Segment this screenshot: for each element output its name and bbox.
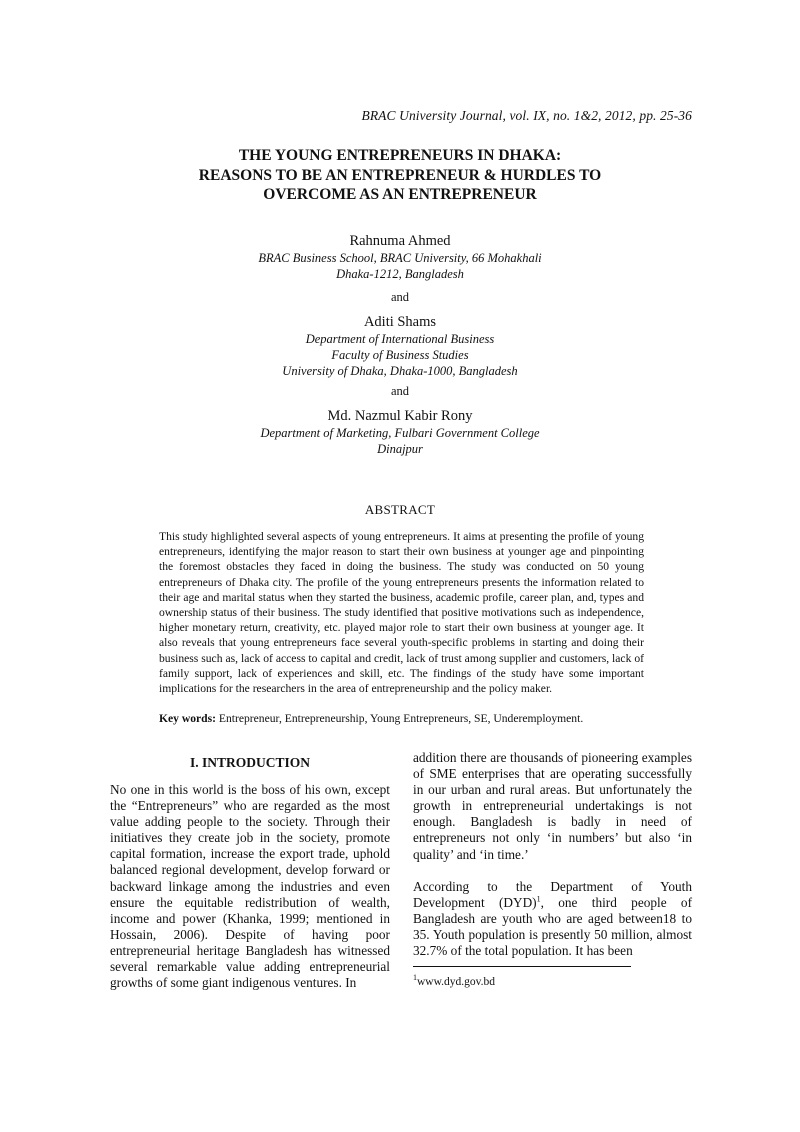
footnote-text: www.dyd.gov.bd	[417, 976, 496, 988]
title-line: REASONS TO BE AN ENTREPRENEUR & HURDLES TO	[198, 166, 602, 184]
footnote-divider	[413, 966, 631, 967]
journal-citation: BRAC University Journal, vol. IX, no. 1&2, 2012, pp. 25-36	[361, 108, 692, 123]
footnote-reference[interactable]: 1	[536, 894, 541, 904]
author-block	[110, 232, 690, 282]
author-separator: and	[390, 384, 410, 398]
paragraph-text: , one third people of Bangladesh are youth who are aged between18 to 35. Youth population is presently 50 million, almost 32.7% of the total population. It has been	[413, 894, 692, 959]
intro-paragraph	[413, 879, 692, 959]
author-separator: and	[390, 290, 410, 304]
author-block	[110, 313, 690, 379]
footnote	[413, 973, 496, 988]
title-line: OVERCOME AS AN ENTREPRENEUR	[263, 186, 537, 203]
author-affiliation: Faculty of Business Studies	[331, 348, 469, 362]
intro-paragraph: No one in this world is the boss of his own, except the “Entrepreneurs” who are regarded as the most value adding people to the society. Through their initiatives they create job in the society, promote capital formation, increase the export trade, uphold balanced regional development, develop forward or backward linkage among the industries and even ensure the equitable redistribution of wealth, income and power (Khanka, 1999; mentioned in Hossain, 2006). Despite of having poor entrepreneurial heritage Bangladesh has witnessed several remarkable value adding entrepreneurial growths of some giant indigenous ventures. In	[110, 782, 390, 991]
author-name: Aditi Shams	[363, 314, 437, 330]
author-name: Md. Nazmul Kabir Rony	[327, 408, 473, 424]
abstract-text: This study highlighted several aspects of young entrepreneurs. It aims at presenting the profile of young entrepreneurs, identifying the major reason to start their own business at younger age and pinpointing the foremost obstacles they faced in doing the business. The study was conducted on 50 young entrepreneurs of Dhaka city. The profile of the young entrepreneurs presents the information related to their age and marital status when they started the business, academic profile, career plan, and, types and ownership status of their business. The study identified that positive motivations such as independence, higher monetary return, creativity, etc. played major role to start their own business at younger age. It also reveals that young entrepreneurs face several youth-specific problems in starting and doing their business such as, lack of access to capital and credit, lack of trust among supplier and customers, lack of family support, lack of experiences and skill, etc. The findings of the study have some important implications for the researchers in the area of entrepreneurship and the policy maker.	[159, 530, 644, 696]
author-affiliation: Dhaka-1212, Bangladesh	[336, 267, 464, 281]
author-affiliation: Department of Marketing, Fulbari Government College	[260, 426, 540, 440]
paragraph-text: According to the Department of Youth Development (DYD)	[413, 878, 692, 910]
intro-paragraph: addition there are thousands of pioneering examples of SME enterprises that are operating successfully in our urban and rural areas. But unfortunately the growth in entrepreneurial undertakings is not enough. Bangladesh is badly in need of entrepreneurs not only ‘in numbers’ but also ‘in quality’ and ‘in time.’	[413, 750, 692, 862]
author-name: Rahnuma Ahmed	[349, 233, 451, 249]
footnote-mark: 1	[413, 973, 417, 983]
right-column	[413, 750, 692, 959]
author-affiliation: Dinajpur	[377, 442, 423, 456]
keywords	[159, 712, 644, 725]
author-affiliation: University of Dhaka, Dhaka-1000, Bangladesh	[282, 364, 518, 378]
paper-title	[110, 146, 690, 205]
author-block	[110, 407, 690, 457]
keywords-text: Entrepreneur, Entrepreneurship, Young Entrepreneurs, SE, Underemployment.	[216, 712, 584, 725]
author-affiliation: BRAC Business School, BRAC University, 66 Mohakhali	[258, 251, 542, 265]
title-line: THE YOUNG ENTREPRENEURS IN DHAKA:	[238, 147, 562, 164]
author-affiliation: Department of International Business	[305, 332, 495, 346]
keywords-label: Key words:	[159, 712, 216, 725]
section-heading: I. INTRODUCTION	[189, 755, 311, 770]
abstract-heading: ABSTRACT	[364, 502, 436, 517]
left-column	[110, 782, 390, 991]
